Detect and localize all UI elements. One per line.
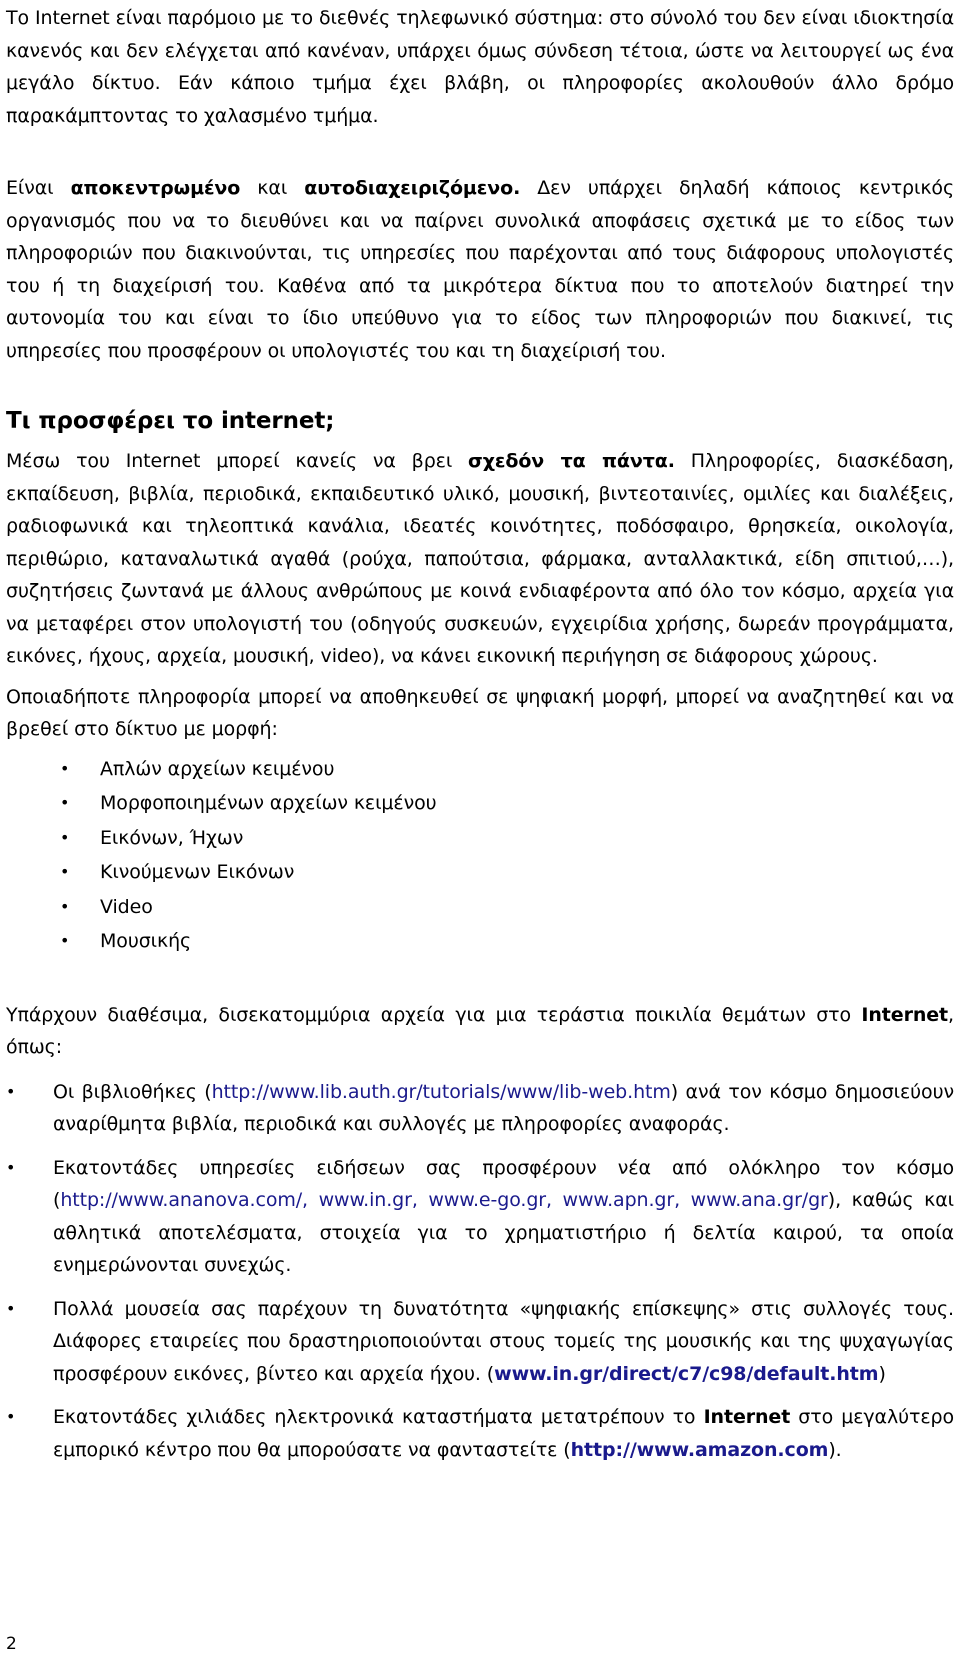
page-number: 2 <box>6 1634 17 1654</box>
link-lib-auth[interactable]: http://www.lib.auth.gr/tutorials/www/lib-web.htm <box>211 1080 671 1103</box>
link-amazon[interactable]: http://www.amazon.com <box>570 1438 829 1461</box>
list-item-news: • Εκατοντάδες υπηρεσίες ειδήσεων σας προσφέρουν νέα από ολόκληρο τον κόσμο (http://www.ananova.com/, www.in.gr, www.e-go.gr, www.apn.gr, www.ana.gr/gr), καθώς και αθλητικά αποτελέσματα, στοιχεία για το χρηματιστήριο ή δελτία καιρού, τα οποία ενημερώνονται συνεχώς. <box>6 1152 954 1282</box>
list-item-museums: • Πολλά μουσεία σας παρέχουν τη δυνατότητα «ψηφιακής επίσκεψης» στις συλλογές τους. Διάφορες εταιρείες που δραστηριοποιούνται στους τομείς της μουσικής και της ψυχαγωγίας προσφέρουν εικόνες, βίντεο και αρχεία ήχου. (www.in.gr/direct/c7/c98/default.htm) <box>6 1293 954 1391</box>
bullet-icon: • <box>60 931 70 950</box>
link-e-go[interactable]: www.e-go.gr, <box>428 1189 552 1211</box>
list-item-libraries: • Οι βιβλιοθήκες (http://www.lib.auth.gr/tutorials/www/lib-web.htm) ανά τον κόσμο δημοσιεύουν αναρίθμητα βιβλία, περιοδικά και συλλογές με πληροφορίες αναφοράς. <box>6 1076 954 1141</box>
list-item: • Εικόνων, Ήχων <box>6 821 954 856</box>
term-decentralized: αποκεντρωμένο <box>70 177 241 199</box>
link-in-gr-direct[interactable]: www.in.gr/direct/c7/c98/default.htm <box>494 1362 879 1385</box>
list-item-shops: • Εκατοντάδες χιλιάδες ηλεκτρονικά καταστήματα μετατρέπουν το Internet στο μεγαλύτερο εμπορικό κέντρο που θα μπορούσατε να φανταστείτε (http://www.amazon.com). <box>6 1401 954 1466</box>
bullet-icon: • <box>60 793 70 812</box>
document-body <box>6 2 954 1477</box>
list-item: • Video <box>6 890 954 925</box>
bullet-icon: • <box>60 758 70 778</box>
emphasis-almost-everything: σχεδόν τα πάντα. <box>468 450 675 472</box>
link-ana[interactable]: www.ana.gr/gr <box>690 1189 828 1211</box>
link-ananova[interactable]: http://www.ananova.com/, <box>60 1189 308 1211</box>
bullet-icon: • <box>60 862 70 881</box>
link-in-gr[interactable]: www.in.gr, <box>318 1189 418 1211</box>
examples-list <box>6 1076 954 1467</box>
format-list <box>6 752 954 959</box>
paragraph-available-files: Υπάρχουν διαθέσιμα, δισεκατομμύρια αρχεία για μια τεράστια ποικιλία θεμάτων στο Internet, όπως: <box>6 1003 954 1058</box>
list-item: • Μουσικής <box>6 924 954 959</box>
list-item: • Κινούμενων Εικόνων <box>6 855 954 890</box>
paragraph-decentralized: Είναι αποκεντρωμένο και αυτοδιαχειριζόμενο. Δεν υπάρχει δηλαδή κάποιος κεντρικός οργανισμός που να το διευθύνει και να παίρνει συνολικά αποφάσεις σχετικά με το είδος των πληροφοριών που διακινούνται, τις υπηρεσίες που παρέχονται από τους διάφορους υπολογιστές του ή τη διαχείρισή του. Καθένα από τα μικρότερα δίκτυα που το αποτελούν διατηρεί την αυτονομία του και είναι το ίδιο υπεύθυνο για το είδος των πληροφοριών που διακινεί, τις υπηρεσίες που προσφέρουν οι υπολογιστές του και τη διαχείρισή του. <box>6 177 954 362</box>
bullet-icon: • <box>6 1081 16 1101</box>
bullet-icon: • <box>6 1298 16 1318</box>
link-apn[interactable]: www.apn.gr, <box>562 1189 681 1211</box>
section-heading: Τι προσφέρει το internet; <box>6 408 335 434</box>
paragraph-internet-analogy: Το Internet είναι παρόμοιο με το διεθνές τηλεφωνικό σύστημα: στο σύνολό του δεν είναι ιδιοκτησία κανενός και δεν ελέγχεται από κανέναν, υπάρχει όμως σύνδεση τέτοια, ώστε να λειτουργεί ως ένα μεγάλο δίκτυο. Εάν κάποιο τμήμα έχει βλάβη, οι πληροφορίες ακολουθούν άλλο δρόμο παρακάμπτοντας το χαλασμένο τμήμα. <box>6 7 954 127</box>
list-item: • Απλών αρχείων κειμένου <box>6 752 954 787</box>
bullet-icon: • <box>60 827 70 847</box>
paragraph-offerings: Μέσω του Internet μπορεί κανείς να βρει σχεδόν τα πάντα. Πληροφορίες, διασκέδαση, εκπαίδευση, βιβλία, περιοδικά, εκπαιδευτικό υλικό, μουσική, βιντεοταινίες, ομιλίες και διαλέξεις, ραδιοφωνικά και τηλεοπτικά κανάλια, ιδεατές κοινότητες, ποδόσφαιρο, θρησκεία, οικολογία, περιθώριο, καταναλωτικά αγαθά (ρούχα, παπούτσια, φάρμακα, ανταλλακτικά, είδη σπιτιού,…), συζητήσεις ζωντανά με άλλους ανθρώπους με κοινά ενδιαφέροντα από όλο τον κόσμο, αρχεία για να μεταφέρει στον υπολογιστή του (οδηγούς συσκευών, εγχειρίδια χρήσης, δωρεάν προγράμματα, εικόνες, ήχους, αρχεία, μουσική, video), να κάνει εικονική περιήγηση σε διάφορους χώρους. <box>6 450 954 667</box>
bullet-icon: • <box>60 896 70 916</box>
term-self-managed: αυτοδιαχειριζόμενο. <box>304 177 521 199</box>
list-item: • Μορφοποιημένων αρχείων κειμένου <box>6 786 954 821</box>
paragraph-digital-forms: Οποιαδήποτε πληροφορία μπορεί να αποθηκευθεί σε ψηφιακή μορφή, μπορεί να αναζητηθεί και να βρεθεί στο δίκτυο με μορφή: <box>6 685 954 740</box>
bullet-icon: • <box>6 1157 16 1177</box>
bullet-icon: • <box>6 1407 16 1426</box>
